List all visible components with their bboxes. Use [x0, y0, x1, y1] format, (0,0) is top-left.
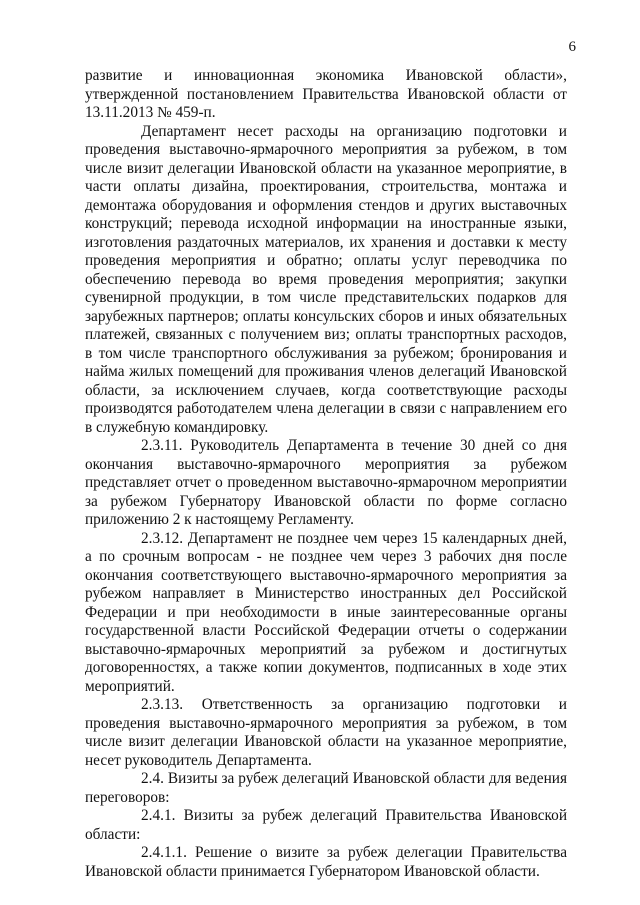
paragraph: 2.3.12. Департамент не позднее чем через 15 календарных дней, а по срочным вопросам - не позднее чем через 3 рабочих дня после окончания соответствующего выставочно-ярмарочного мероприятия за рубежом направляет в Министерство иностранных дел Российской Федерации и при необходимости в иные заинтересованные органы государственной власти Российской Федерации отчеты о содержании выставочно-ярмарочных мероприятий за рубежом и достигнутых договоренностях, а также копии документов, подписанных в ходе этих мероприятий. — [85, 529, 567, 695]
paragraph: 2.3.13. Ответственность за организацию подготовки и проведения выставочно-ярмарочного мероприятия за рубежом, в том числе визит делегации Ивановской области на указанное мероприятие, несет руководитель Департамента. — [85, 696, 567, 769]
paragraph: 2.4.1. Визиты за рубеж делегаций Правительства Ивановской области: — [85, 807, 567, 843]
page-number: 6 — [568, 39, 576, 55]
paragraph: развитие и инновационная экономика Ивановской области», утвержденной постановлением Правительства Ивановской области от 13.11.2013 № 459-п. — [85, 67, 567, 121]
paragraph: Департамент несет расходы на организацию подготовки и проведения выставочно-ярмарочного мероприятия за рубежом, в том числе визит делегации Ивановской области на указанное мероприятие, в части оплаты дизайна, проектирования, строительства, монтажа и демонтажа оборудования и оформления стендов и других выставочных конструкций; перевода исходной информации на иностранные языки, изготовления раздаточных материалов, их хранения и доставки к месту проведения мероприятия и обратно; оплаты услуг переводчика по обеспечению перевода во время проведения мероприятия; закупки сувенирной продукции, в том числе представительских подарков для зарубежных партнеров; оплаты консульских сборов и иных обязательных платежей, связанных с получением виз; оплаты транспортных расходов, в том числе транспортного обслуживания за рубежом; бронирования и найма жилых помещений для проживания членов делегаций Ивановской области, за исключением случаев, когда соответствующие расходы производятся работодателем члена делегации в связи с направлением его в служебную командировку. — [85, 122, 567, 436]
paragraph: 2.3.11. Руководитель Департамента в течение 30 дней со дня окончания выставочно-ярмарочного мероприятия за рубежом представляет отчет о проведенном выставочно-ярмарочном мероприятии за рубежом Губернатору Ивановской области по форме согласно приложению 2 к настоящему Регламенту. — [85, 437, 567, 528]
paragraph: 2.4.1.1. Решение о визите за рубеж делегации Правительства Ивановской области принимается Губернатором Ивановской области. — [85, 844, 567, 880]
paragraph: 2.4. Визиты за рубеж делегаций Ивановской области для ведения переговоров: — [85, 770, 567, 806]
document-body — [85, 67, 567, 881]
